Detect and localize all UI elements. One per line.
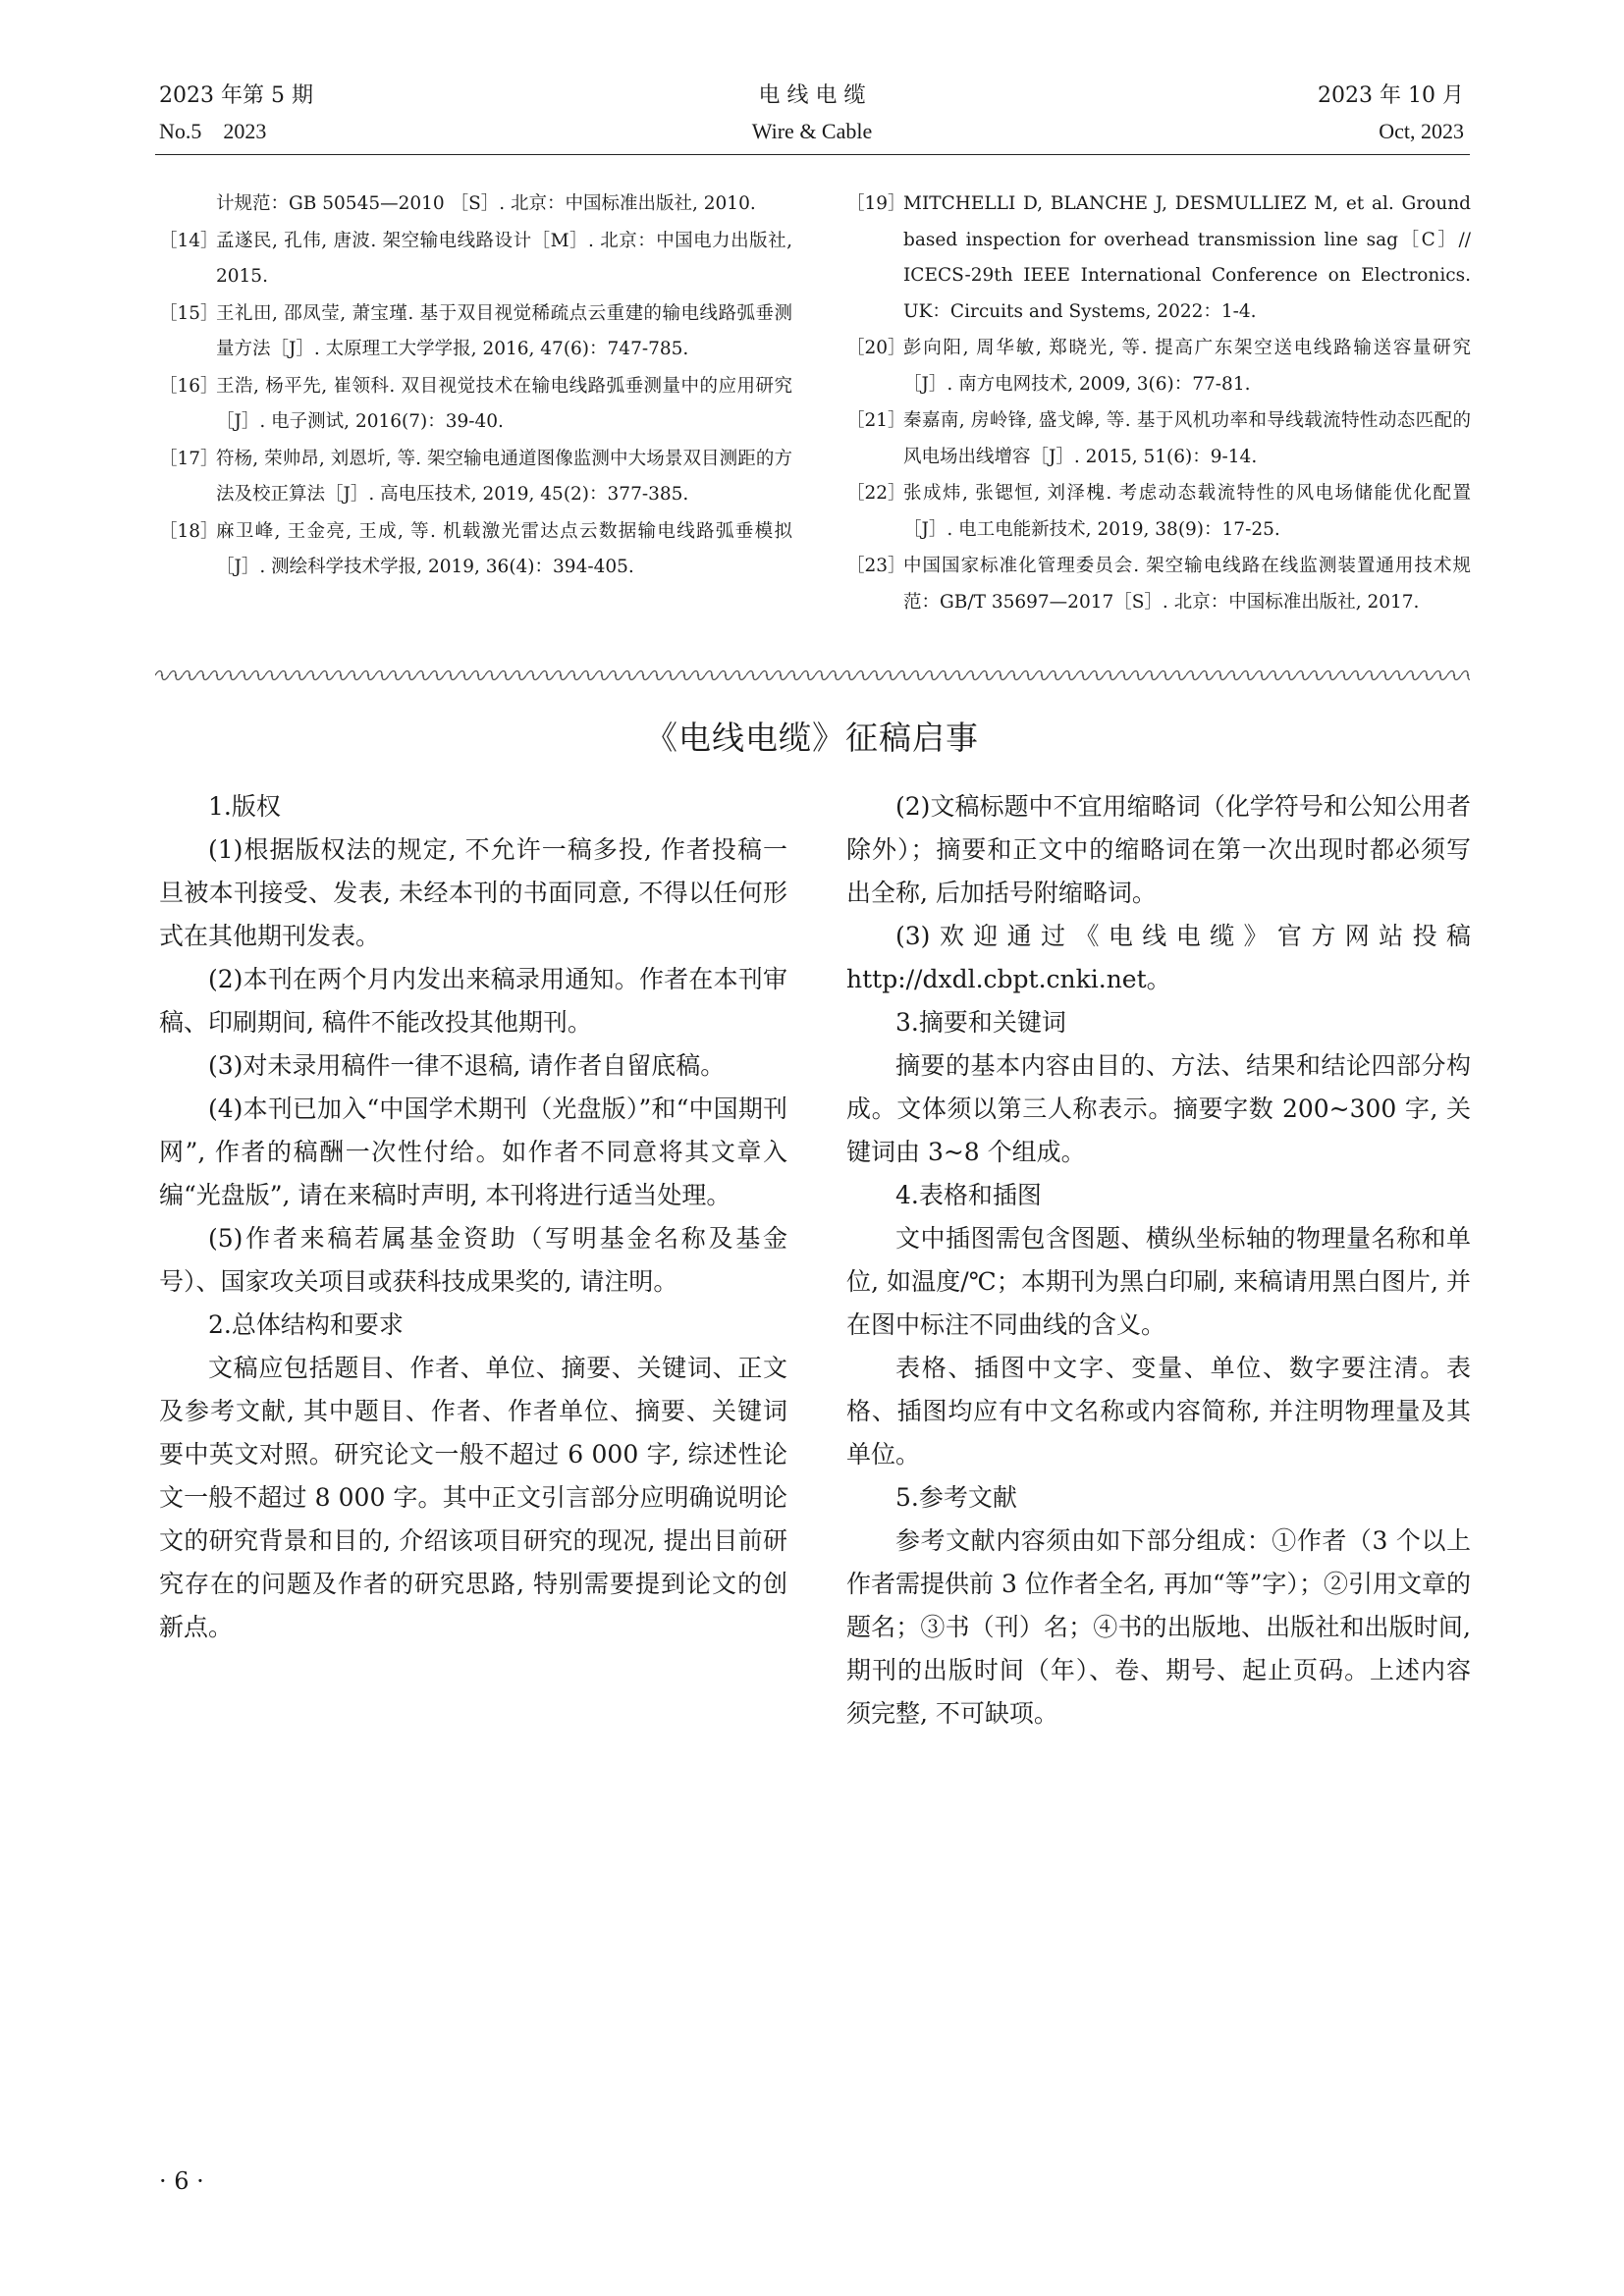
reference-item — [159, 296, 792, 368]
reference-text: 秦嘉南, 房岭锋, 盛戈皞, 等. 基于风机功率和导线载流特性动态匹配的风电场出线增容［J］. 2015, 51(6)：9-14. — [903, 410, 1471, 467]
reference-item — [159, 187, 792, 223]
notice-left-column — [159, 785, 787, 1649]
reference-text: 麻卫峰, 王金亮, 王成, 等. 机载激光雷达点云数据输电线路弧垂模拟［J］. 测绘科学技术学报, 2019, 36(4)：394-405. — [216, 520, 792, 577]
section-heading: 2.总体结构和要求 — [208, 1310, 404, 1339]
reference-item — [846, 187, 1471, 330]
paragraph: (3)欢迎通过《电线电缆》官方网站投稿 http://dxdl.cbpt.cnki.net。 — [846, 922, 1471, 993]
section-heading: 3.摘要和关键词 — [895, 1008, 1066, 1037]
reference-text: 王礼田, 邵凤莹, 萧宝瑾. 基于双目视觉稀疏点云重建的输电线路弧垂测量方法［J］. 太原理工大学学报, 2016, 47(6)：747-785. — [216, 302, 792, 359]
section-heading: 4.表格和插图 — [895, 1181, 1042, 1209]
reference-number: ［15］ — [159, 302, 219, 324]
paragraph: 摘要的基本内容由目的、方法、结果和结论四部分构成。文体须以第三人称表示。摘要字数 200~300 字, 关键词由 3~8 个组成。 — [846, 1051, 1471, 1166]
reference-text: 孟遂民, 孔伟, 唐波. 架空输电线路设计［M］. 北京：中国电力出版社, 2015. — [216, 230, 792, 287]
reference-text: 符杨, 荣帅昂, 刘恩圻, 等. 架空输电通道图像监测中大场景双目测距的方法及校正算法［J］. 高电压技术, 2019, 45(2)：377-385. — [216, 448, 792, 505]
reference-number: ［23］ — [846, 556, 906, 576]
notice-right-column — [846, 785, 1471, 1735]
header-date — [1318, 79, 1464, 149]
header-issue-en: No.5 2023 — [159, 119, 267, 143]
reference-number: ［21］ — [846, 410, 906, 431]
ornamental-divider — [155, 667, 1470, 683]
header-date-cn: 2023 年 10 月 — [1318, 83, 1464, 108]
references-left-column — [159, 187, 792, 587]
reference-item — [159, 442, 792, 513]
header-journal-cn: 电 线 电 缆 — [758, 83, 866, 108]
notice-title: 《电线电缆》征稿启事 — [645, 719, 979, 757]
reference-item — [159, 514, 792, 586]
reference-number: ［20］ — [846, 338, 906, 358]
reference-number: ［17］ — [159, 448, 219, 469]
reference-text: MITCHELLI D, BLANCHE J, DESMULLIEZ M, et al. Ground based inspection for overhead transmission line sag［C］// ICECS-29th IEEE International Conference on Electronics. UK：Circuits and Systems, 2022：1-4. — [903, 193, 1471, 322]
header-date-en: Oct, 2023 — [1379, 119, 1464, 143]
section-heading: 1.版权 — [208, 792, 281, 821]
reference-text: 彭向阳, 周华敏, 郑晓光, 等. 提高广东架空送电线路输送容量研究［J］. 南方电网技术, 2009, 3(6)：77-81. — [903, 338, 1471, 395]
paragraph: (4)本刊已加入“中国学术期刊（光盘版）”和“中国期刊网”, 作者的稿酬一次性付给。如作者不同意将其文章入编“光盘版”, 请在来稿时声明, 本刊将进行适当处理。 — [159, 1095, 787, 1209]
reference-text: 计规范：GB 50545—2010 ［S］. 北京：中国标准出版社, 2010. — [216, 193, 756, 214]
reference-item — [846, 403, 1471, 475]
paragraph: 文稿应包括题目、作者、单位、摘要、关键词、正文及参考文献, 其中题目、作者、作者单位、摘要、关键词要中英文对照。研究论文一般不超过 6 000 字, 综述性论文一般不超过 8 000 字。其中正文引言部分应明确说明论文的研究背景和目的, 介绍该项目研究的现况, 提出目前研究存在的问题及作者的研究思路, 特别需要提到论文的创新点。 — [159, 1354, 787, 1641]
reference-item — [159, 224, 792, 295]
paragraph: 表格、插图中文字、变量、单位、数字要注清。表格、插图均应有中文名称或内容简称, 并注明物理量及其单位。 — [846, 1354, 1471, 1468]
reference-item — [846, 331, 1471, 402]
reference-number: ［14］ — [159, 230, 219, 251]
reference-text: 中国国家标准化管理委员会. 架空输电线路在线监测装置通用技术规范：GB/T 35697—2017［S］. 北京：中国标准出版社, 2017. — [903, 556, 1471, 613]
reference-number: ［19］ — [846, 193, 906, 214]
paragraph: (2)文稿标题中不宜用缩略词（化学符号和公知公用者除外）；摘要和正文中的缩略词在第一次出现时都必须写出全称, 后加括号附缩略词。 — [846, 792, 1471, 907]
reference-text: 王浩, 杨平先, 崔领科. 双目视觉技术在输电线路弧垂测量中的应用研究［J］. 电子测试, 2016(7)：39-40. — [216, 375, 792, 432]
reference-item — [159, 369, 792, 441]
reference-item — [846, 476, 1471, 548]
paragraph: (3)对未录用稿件一律不退稿, 请作者自留底稿。 — [208, 1051, 726, 1080]
references-right-column — [846, 187, 1471, 621]
paragraph: (1)根据版权法的规定, 不允许一稿多投, 作者投稿一旦被本刊接受、发表, 未经本刊的书面同意, 不得以任何形式在其他期刊发表。 — [159, 835, 787, 950]
reference-number: ［22］ — [846, 483, 906, 504]
paragraph: 参考文献内容须由如下部分组成：①作者（3 个以上作者需提供前 3 位作者全名, 再加“等”字）；②引用文章的题名；③书（刊）名；④书的出版地、出版社和出版时间, 期刊的出版时间（年）、卷、期号、起止页码。上述内容须完整, 不可缺项。 — [846, 1526, 1471, 1728]
header-issue-cn: 2023 年第 5 期 — [159, 83, 313, 108]
reference-item — [846, 549, 1471, 620]
header-journal-en: Wire & Cable — [751, 119, 873, 143]
page-number: · 6 · — [159, 2167, 204, 2195]
reference-number: ［16］ — [159, 375, 219, 397]
paragraph: 文中插图需包含图题、横纵坐标轴的物理量名称和单位, 如温度/℃；本期刊为黑白印刷, 来稿请用黑白图片, 并在图中标注不同曲线的含义。 — [846, 1224, 1471, 1339]
paragraph: (5)作者来稿若属基金资助（写明基金名称及基金号）、国家攻关项目或获科技成果奖的, 请注明。 — [159, 1224, 787, 1296]
section-heading: 5.参考文献 — [895, 1483, 1017, 1512]
reference-text: 张成炜, 张锶恒, 刘泽槐. 考虑动态载流特性的风电场储能优化配置［J］. 电工电能新技术, 2019, 38(9)：17-25. — [903, 483, 1471, 540]
reference-number: ［18］ — [159, 520, 219, 542]
paragraph: (2)本刊在两个月内发出来稿录用通知。作者在本刊审稿、印刷期间, 稿件不能改投其他期刊。 — [159, 965, 787, 1037]
header-rule — [155, 154, 1470, 155]
